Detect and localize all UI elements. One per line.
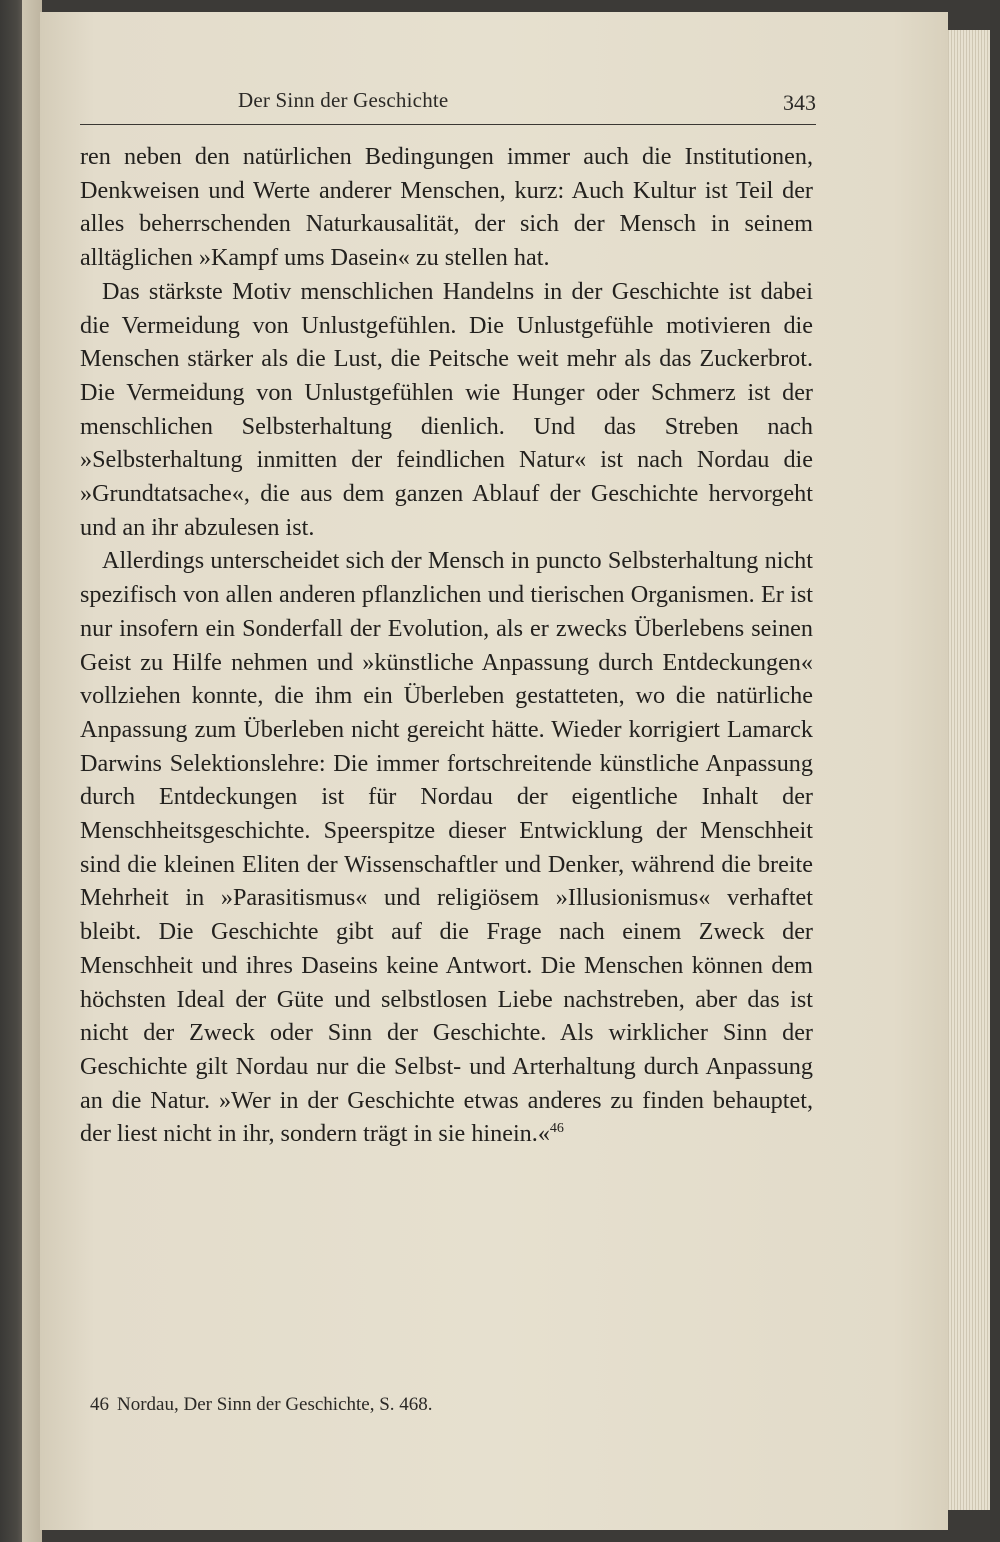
body-text <box>80 140 813 1151</box>
running-head-title: Der Sinn der Geschichte <box>238 88 449 112</box>
paragraph-3-text: Allerdings unterscheidet sich der Mensch in puncto Selbsterhaltung nicht spezifisch von allen anderen pflanzlichen und tierischen Organismen. Er ist nur insofern ein Sonderfall der Evolution, als er zwecks Überlebens seinen Geist zu Hilfe nehmen und »künstliche Anpassung durch Entdeckungen« vollziehen konnte, die ihm ein Überleben gestatteten, wo die natürliche Anpassung zum Überleben nicht gereicht hätte. Wieder korrigiert Lamarck Darwins Selektionslehre: Die immer fortschreitende künstliche Anpassung durch Entdeckungen ist für Nordau der eigentliche Inhalt der Menschheitsgeschichte. Speerspitze dieser Entwicklung der Menschheit sind die kleinen Eliten der Wissenschaftler und Denker, während die breite Mehrheit in »Parasitismus« und religiösem »Illusionismus« verhaftet bleibt. Die Geschichte gibt auf die Frage nach einem Zweck der Menschheit und ihres Daseins keine Antwort. Die Menschen können dem höchsten Ideal der Güte und selbstlosen Liebe nachstreben, aber das ist nicht der Zweck oder Sinn der Geschichte. Als wirklicher Sinn der Geschichte gilt Nordau nur die Selbst- und Arterhaltung durch Anpassung an die Natur. »Wer in der Geschichte etwas anderes zu finden behauptet, der liest nicht in ihr, sondern trägt in sie hinein.« <box>80 547 813 1148</box>
footnote-text: Nordau, Der Sinn der Geschichte, S. 468. <box>117 1394 433 1415</box>
footnote <box>90 1394 810 1416</box>
running-head <box>80 84 816 125</box>
facing-page-edge <box>22 0 42 1542</box>
footnote-number: 46 <box>90 1394 109 1415</box>
footnote-reference: 46 <box>549 1121 564 1137</box>
paragraph-3 <box>80 544 813 1151</box>
paragraph-2: Das stärkste Motiv menschlichen Handelns in der Geschichte ist dabei die Vermeidung von Unlustgefühlen. Die Unlustgefühle motivieren die Menschen stärker als die Lust, die Peitsche weit mehr als das Zuckerbrot. Die Vermeidung von Unlustgefühlen wie Hunger oder Schmerz ist der menschlichen Selbsterhaltung dienlich. Und das Streben nach »Selbsterhaltung inmitten der feindlichen Natur« ist nach Nordau die »Grundtatsache«, die aus dem ganzen Ablauf der Geschichte hervorgeht und an ihr abzulesen ist. <box>80 277 813 541</box>
page-stack-edge <box>940 30 995 1510</box>
scanner-background-right <box>990 0 1000 1542</box>
paragraph-1: ren neben den natürlichen Bedingungen immer auch die Institutionen, Denkweisen und Werte anderer Menschen, kurz: Auch Kultur ist Teil der alles beherrschenden Naturkausalität, der sich der Mensch in seinem alltäglichen »Kampf ums Dasein« zu stellen hat. <box>80 143 813 272</box>
page-number: 343 <box>783 90 816 115</box>
